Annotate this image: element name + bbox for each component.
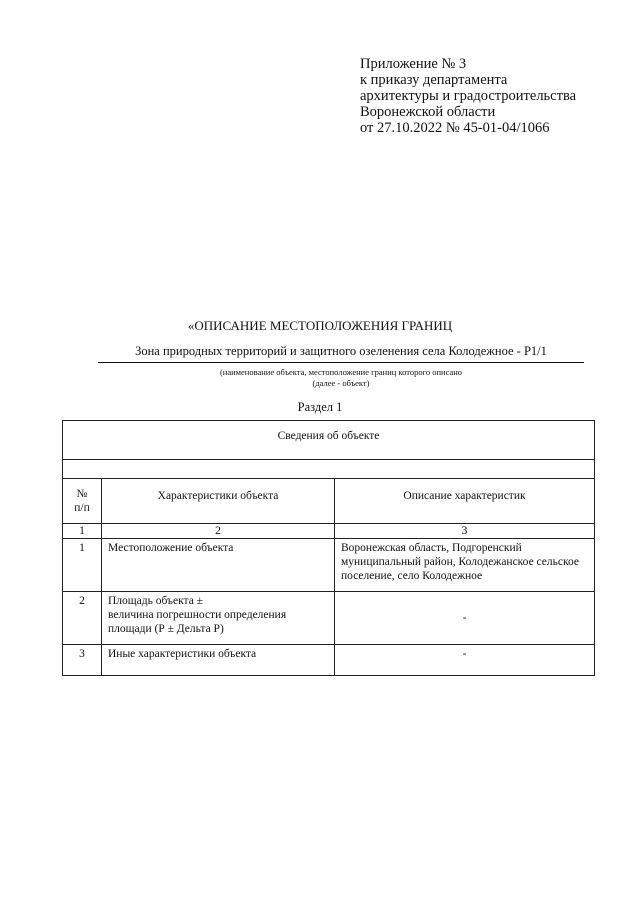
table-caption: Сведения об объекте — [63, 421, 595, 460]
header-description: Описание характеристик — [335, 479, 595, 524]
approval-line: от 27.10.2022 № 45-01-04/1066 — [360, 120, 550, 136]
row-characteristic-line: величина погрешности определения — [108, 609, 287, 621]
index-cell: 3 — [335, 524, 595, 539]
row-num: 1 — [63, 539, 102, 592]
table-header-row — [63, 479, 595, 524]
approval-block — [360, 56, 576, 136]
row-characteristic — [102, 592, 335, 645]
header-characteristic: Характеристики объекта — [102, 479, 335, 524]
header-num-line: № — [76, 488, 88, 500]
section-title: Раздел 1 — [297, 400, 343, 414]
row-description: - — [335, 592, 595, 645]
approval-line: архитектуры и градостроительства — [360, 88, 577, 104]
object-name: Зона природных территорий и защитного озеленения села Колодежное - Р1/1 — [98, 344, 584, 363]
approval-line: Приложение № 3 — [360, 56, 467, 72]
table-index-row — [63, 524, 595, 539]
row-characteristic-line: площади (Р ± Дельта Р) — [108, 623, 224, 635]
table-spacer-row — [63, 460, 595, 479]
object-caption-line: (наименование объекта, местоположение границ которого описано — [219, 367, 463, 377]
approval-line: к приказу департамента — [360, 72, 508, 88]
row-characteristic: Иные характеристики объекта — [102, 645, 335, 676]
index-cell: 1 — [63, 524, 102, 539]
table-caption-row — [63, 421, 595, 460]
row-characteristic-line: Площадь объекта ± — [108, 595, 203, 607]
object-info-table — [62, 420, 595, 676]
object-caption-line: (далее - объект) — [312, 378, 370, 388]
row-characteristic: Местоположение объекта — [102, 539, 335, 592]
table-row — [63, 539, 595, 592]
table-row — [63, 645, 595, 676]
header-num — [63, 479, 102, 524]
table-row — [63, 592, 595, 645]
row-description: - — [335, 645, 595, 676]
approval-line: Воронежской области — [360, 104, 496, 120]
row-num: 2 — [63, 592, 102, 645]
row-description: Воронежская область, Подгоренский муниципальный район, Колодежанское сельское поселение, село Колодежное — [335, 539, 595, 592]
header-num-line: п/п — [74, 502, 90, 514]
index-cell: 2 — [102, 524, 335, 539]
table-spacer-cell — [63, 460, 595, 479]
object-caption — [98, 367, 584, 389]
row-num: 3 — [63, 645, 102, 676]
document-title: «ОПИСАНИЕ МЕСТОПОЛОЖЕНИЯ ГРАНИЦ — [187, 318, 453, 333]
